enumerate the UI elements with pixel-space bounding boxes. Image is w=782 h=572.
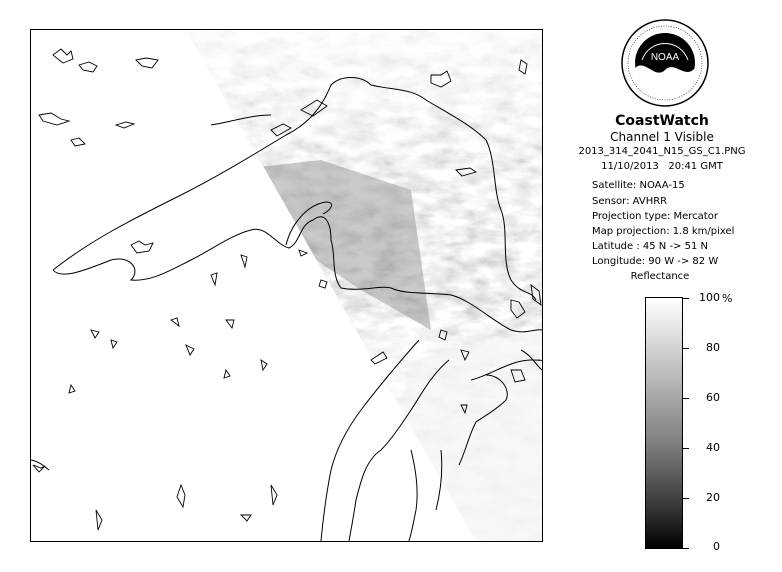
date-text: 11/10/2013 — [601, 161, 659, 172]
colorbar — [645, 297, 683, 549]
colorbar-unit: % — [722, 292, 733, 305]
sensor-label: Sensor: AVHRR — [592, 196, 668, 207]
projection-label: Projection type: Mercator — [592, 211, 718, 222]
datetime-label — [568, 161, 756, 172]
satellite-label: Satellite: NOAA-15 — [592, 180, 685, 191]
latitude-label: Latitude : 45 N -> 51 N — [592, 241, 708, 252]
colorbar-tick-label: 60 — [706, 391, 720, 404]
colorbar-tick-label: 0 — [713, 540, 720, 553]
noaa-logo-icon — [620, 18, 710, 108]
colorbar-label: Reflectance — [630, 271, 690, 282]
colorbar-tick-label: 20 — [706, 491, 720, 504]
colorbar-tick — [683, 398, 689, 399]
satellite-swath — [181, 30, 542, 541]
colorbar-tick — [683, 498, 689, 499]
colorbar-tick-label: 100 — [699, 291, 720, 304]
colorbar-tick-label: 80 — [706, 341, 720, 354]
colorbar-tick — [683, 298, 689, 299]
filename-label: 2013_314_2041_N15_GS_C1.PNG — [578, 146, 746, 157]
time-text: 20:41 GMT — [668, 161, 723, 172]
colorbar-tick-label: 40 — [706, 441, 720, 454]
colorbar-tick — [683, 548, 689, 549]
map-svg — [31, 30, 542, 541]
satellite-map — [30, 29, 543, 542]
colorbar-tick — [683, 348, 689, 349]
longitude-label: Longitude: 90 W -> 82 W — [592, 256, 719, 267]
logo-text: NOAA — [650, 52, 680, 63]
resolution-label: Map projection: 1.8 km/pixel — [592, 226, 735, 237]
app-title: CoastWatch — [615, 113, 709, 129]
channel-label: Channel 1 Visible — [610, 130, 714, 144]
colorbar-tick — [683, 448, 689, 449]
